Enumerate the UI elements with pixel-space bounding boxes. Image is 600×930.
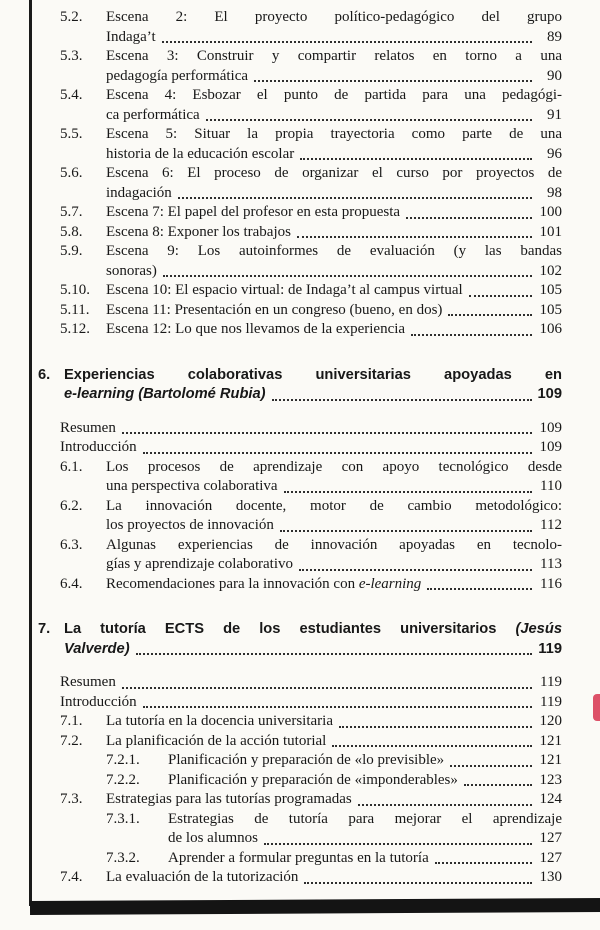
toc-entry-line <box>168 810 562 830</box>
toc-entry-number: 5.11. <box>60 301 90 318</box>
toc-entry <box>60 203 562 223</box>
dot-leader <box>143 706 532 708</box>
toc-entry <box>106 810 562 849</box>
toc-entry <box>60 86 562 125</box>
toc-entry-line-text: Resumen <box>60 419 116 436</box>
toc-entry-line <box>106 868 562 888</box>
italic-text: e-learning (Bartolomé Rubia) <box>64 386 266 402</box>
toc-entry-line <box>106 262 562 282</box>
toc-entry-number: 7.1. <box>60 713 83 729</box>
table-of-contents <box>38 8 562 888</box>
dot-leader <box>427 588 532 590</box>
page-number: 91 <box>547 106 562 123</box>
toc-entry-number: 7.4. <box>60 869 83 885</box>
toc-entry-line-text: una perspectiva colaborativa <box>106 478 278 494</box>
toc-entry <box>60 125 562 164</box>
dot-leader <box>448 314 532 316</box>
toc-entry-line <box>168 771 562 791</box>
toc-entry-line-text: de los alumnos <box>168 830 258 846</box>
toc-entry <box>60 790 562 810</box>
toc-entry-number: 5.12. <box>60 321 90 337</box>
dot-leader <box>299 569 532 571</box>
toc-entry-number: 6.2. <box>60 497 83 514</box>
toc-entry-line <box>106 47 562 67</box>
toc-entry <box>60 438 562 458</box>
toc-entry-line <box>106 732 562 752</box>
toc-entry <box>60 301 562 321</box>
toc-entry-line-text: Escena 3: Construir y compartir relatos en torno a una <box>106 48 562 64</box>
italic-text: e-learning <box>358 575 422 592</box>
toc-entry-text <box>60 419 562 439</box>
page-number: 90 <box>547 67 562 84</box>
page-number: 102 <box>539 262 562 279</box>
page-number: 109 <box>537 386 562 402</box>
toc-entry-text <box>64 620 562 659</box>
toc-entry-line-text: Los procesos de aprendizaje con apoyo tecnológico desde <box>106 458 562 475</box>
toc-entry <box>60 223 562 243</box>
toc-entry-text <box>106 732 562 752</box>
toc-entry-line <box>106 145 562 165</box>
toc-entry-text <box>106 575 562 595</box>
toc-entry-line <box>106 458 562 478</box>
toc-entry-line <box>106 8 562 28</box>
toc-entry <box>60 458 562 497</box>
toc-entry-text <box>168 751 562 771</box>
toc-entry-text <box>106 281 562 301</box>
dot-leader <box>339 726 532 728</box>
toc-entry-line <box>168 829 562 849</box>
toc-entry-number: 6.4. <box>60 575 83 592</box>
toc-entry-line-text: pedagogía performática <box>106 67 249 84</box>
toc-entry-line <box>106 712 562 732</box>
page-number: 113 <box>540 556 562 572</box>
toc-entry <box>60 497 562 536</box>
page-number: 119 <box>540 674 562 690</box>
toc-entry-line-text <box>106 575 421 595</box>
toc-entry-text <box>60 693 562 713</box>
toc-entry <box>60 47 562 86</box>
toc-entry-text <box>106 301 562 321</box>
page-number: 119 <box>540 693 562 710</box>
toc-entry-line-text <box>64 621 562 637</box>
toc-entry-line <box>106 28 562 48</box>
page-number: 121 <box>539 732 562 749</box>
toc-entry-text <box>168 849 562 869</box>
dot-leader <box>178 197 532 199</box>
red-ink-mark <box>593 694 600 721</box>
toc-entry-line <box>64 620 562 640</box>
toc-entry-line <box>168 751 562 771</box>
toc-entry-text <box>106 712 562 732</box>
toc-entry-number: 7.2.1. <box>106 752 140 768</box>
toc-entry-number: 5.5. <box>60 126 83 142</box>
toc-entry-line-text: Experiencias colaborativas universitarias apoyadas en <box>64 366 562 383</box>
dot-leader <box>358 804 532 806</box>
toc-entry-line <box>60 419 562 439</box>
dot-leader <box>254 80 532 82</box>
toc-entry-text <box>168 771 562 791</box>
toc-entry-line-text: Escena 7: El papel del profesor en esta propuesta <box>106 204 401 220</box>
toc-entry-line <box>106 242 562 262</box>
toc-entry <box>106 771 562 791</box>
toc-entry <box>106 849 562 869</box>
toc-entry-line <box>106 106 562 126</box>
toc-entry-line <box>60 693 562 713</box>
toc-entry-line <box>106 320 562 340</box>
toc-entry-line <box>106 184 562 204</box>
toc-entry-line <box>106 790 562 810</box>
toc-entry-line <box>106 125 562 145</box>
toc-entry-number: 7. <box>38 621 51 637</box>
toc-entry <box>60 242 562 281</box>
toc-entry-number: 7.3.1. <box>106 810 140 827</box>
toc-entry-line <box>106 497 562 517</box>
toc-entry-line-text: La innovación docente, motor de cambio metodológico: <box>106 497 562 514</box>
dot-leader <box>272 399 532 401</box>
dot-leader <box>136 653 532 655</box>
toc-entry-line <box>106 203 562 223</box>
page-number: 96 <box>547 145 562 162</box>
toc-entry-line-text: Escena 11: Presentación en un congreso (bueno, en dos) <box>106 301 443 318</box>
toc-entry-text <box>64 366 562 405</box>
toc-entry-line-text: Escena 8: Exponer los trabajos <box>106 223 291 240</box>
toc-entry <box>60 8 562 47</box>
toc-entry-text <box>106 497 562 536</box>
toc-entry <box>60 712 562 732</box>
dot-leader <box>304 882 532 884</box>
toc-entry-line <box>106 301 562 321</box>
toc-entry-line-text: historia de la educación escolar <box>106 145 295 162</box>
toc-entry <box>60 164 562 203</box>
toc-entry-line <box>106 86 562 106</box>
toc-entry-text <box>106 790 562 810</box>
toc-entry-line-text: Introducción <box>60 693 137 710</box>
toc-entry-line-text: ca performática <box>106 106 200 123</box>
toc-entry-line <box>60 438 562 458</box>
toc-entry-line-text: Algunas experiencias de innovación apoyadas en tecnolo- <box>106 536 562 553</box>
toc-entry-text <box>106 242 562 281</box>
toc-entry <box>60 868 562 888</box>
toc-entry-number: 6.1. <box>60 458 83 475</box>
page-number: 116 <box>540 575 562 592</box>
toc-entry-number: 7.2. <box>60 732 83 749</box>
toc-entry-line <box>106 516 562 536</box>
toc-entry-line <box>106 67 562 87</box>
toc-entry-text <box>106 320 562 340</box>
toc-entry-number: 5.2. <box>60 9 83 25</box>
toc-entry-line <box>106 575 562 595</box>
toc-entry-line-text: Escena 9: Los autoinformes de evaluación (y las bandas <box>106 243 562 259</box>
toc-entry-line <box>60 673 562 693</box>
page-number: 105 <box>539 301 562 318</box>
dot-leader <box>143 452 532 454</box>
toc-entry-line-text: Escena 5: Situar la propia trayectoria como parte de una <box>106 126 562 142</box>
toc-entry-number: 7.2.2. <box>106 771 140 788</box>
italic-text: Valverde) <box>64 640 130 657</box>
toc-chapter-entry <box>38 620 562 659</box>
scan-border-left <box>29 0 32 906</box>
toc-entry <box>60 536 562 575</box>
toc-entry-line-text: Escena 10: El espacio virtual: de Indaga’t al campus virtual <box>106 282 463 298</box>
toc-entry-line-text: Escena 2: El proyecto político-pedagógico del grupo <box>106 9 562 25</box>
dot-leader <box>284 491 532 493</box>
toc-entry-text <box>106 536 562 575</box>
toc-entry-line <box>64 385 562 405</box>
dot-leader <box>264 843 532 845</box>
page-number: 100 <box>539 204 562 220</box>
page-number: 123 <box>539 771 562 788</box>
toc-entry-line-text: Escena 4: Esbozar el punto de partida para una pedagógi- <box>106 87 562 103</box>
toc-entry <box>60 575 562 595</box>
dot-leader <box>122 432 532 434</box>
dot-leader <box>464 784 532 786</box>
toc-entry-line-text: Introducción <box>60 439 137 455</box>
toc-entry <box>60 732 562 752</box>
toc-entry-line <box>106 536 562 556</box>
toc-entry-line-text: Resumen <box>60 674 116 690</box>
toc-entry-line-text: sonoras) <box>106 262 157 279</box>
toc-entry-text <box>60 673 562 693</box>
dot-leader <box>163 275 532 277</box>
text: La tutoría ECTS de los estudiantes universitarios <box>64 621 516 637</box>
toc-entry <box>60 419 562 439</box>
toc-entry-text <box>106 125 562 164</box>
toc-entry-line <box>106 477 562 497</box>
toc-entry-line-text: Escena 6: El proceso de organizar el curso por proyectos de <box>106 165 562 181</box>
toc-entry-number: 7.3.2. <box>106 849 140 866</box>
page-number: 130 <box>539 869 562 885</box>
page-number: 109 <box>539 419 562 436</box>
toc-entry-number: 6.3. <box>60 536 83 553</box>
toc-chapter-entry <box>38 366 562 405</box>
page-number: 110 <box>540 478 562 494</box>
toc-entry-line-text <box>64 640 130 660</box>
italic-text: (Jesús <box>515 621 562 637</box>
toc-entry-number: 5.3. <box>60 48 83 64</box>
dot-leader <box>435 862 532 864</box>
page-number: 112 <box>540 517 562 533</box>
page-number: 127 <box>539 849 562 866</box>
dot-leader <box>450 765 532 767</box>
toc-entry-number: 5.4. <box>60 87 83 103</box>
page-number: 109 <box>539 439 562 455</box>
toc-entry-line <box>106 281 562 301</box>
dot-leader <box>162 41 532 43</box>
dot-leader <box>297 236 532 238</box>
toc-entry-text <box>106 164 562 203</box>
toc-entry-text <box>60 438 562 458</box>
toc-entry <box>60 281 562 301</box>
toc-entry-line <box>106 555 562 575</box>
page-number: 120 <box>539 713 562 729</box>
page-number: 89 <box>547 28 562 45</box>
dot-leader <box>411 334 532 336</box>
toc-entry-line-text: La tutoría en la docencia universitaria <box>106 713 333 729</box>
toc-entry-line-text: Aprender a formular preguntas en la tutoría <box>168 849 429 866</box>
dot-leader <box>280 530 532 532</box>
toc-entry-line-text: Estrategias de tutoría para mejorar el aprendizaje <box>168 810 562 827</box>
page-number: 127 <box>539 830 562 846</box>
dot-leader <box>300 158 532 160</box>
toc-entry-line-text: Escena 12: Lo que nos llevamos de la experiencia <box>106 321 406 337</box>
toc-entry-line <box>64 640 562 660</box>
toc-entry-line-text: La evaluación de la tutorización <box>106 869 299 885</box>
dot-leader <box>469 295 532 297</box>
toc-entry-line-text: Indaga’t <box>106 28 156 45</box>
page-number: 98 <box>547 184 562 201</box>
toc-entry-text <box>106 86 562 125</box>
toc-entry-number: 6. <box>38 366 51 383</box>
toc-entry <box>60 673 562 693</box>
toc-entry-line-text: Planificación y preparación de «imponderables» <box>168 771 458 788</box>
text: Recomendaciones para la innovación con <box>106 575 359 592</box>
page-number: 106 <box>539 321 562 337</box>
toc-entry-number: 5.10. <box>60 282 90 298</box>
dot-leader <box>332 745 532 747</box>
toc-entry <box>60 693 562 713</box>
toc-entry-line <box>106 223 562 243</box>
toc-entry-line <box>64 366 562 386</box>
toc-entry-number: 5.9. <box>60 243 83 259</box>
dot-leader <box>406 217 532 219</box>
scan-border-bottom <box>30 898 600 915</box>
page-number: 101 <box>539 223 562 240</box>
toc-entry-text <box>106 47 562 86</box>
toc-entry-number: 7.3. <box>60 791 83 807</box>
dot-leader <box>206 119 532 121</box>
toc-entry-line-text: Planificación y preparación de «lo previsible» <box>168 752 445 768</box>
toc-entry-line-text: indagación <box>106 184 172 201</box>
toc-entry-line-text: los proyectos de innovación <box>106 517 274 533</box>
dot-leader <box>122 687 532 689</box>
page-number: 105 <box>539 282 562 298</box>
toc-entry-line-text <box>64 385 266 405</box>
toc-entry-number: 5.8. <box>60 223 83 240</box>
toc-entry-line-text: La planificación de la acción tutorial <box>106 732 327 749</box>
toc-entry-number: 5.6. <box>60 165 83 181</box>
toc-entry-text <box>106 868 562 888</box>
page-number: 119 <box>538 640 562 657</box>
toc-entry-text <box>106 8 562 47</box>
toc-entry <box>60 320 562 340</box>
toc-entry-text <box>106 458 562 497</box>
page-number: 124 <box>539 791 562 807</box>
toc-entry-text <box>168 810 562 849</box>
toc-entry-text <box>106 203 562 223</box>
toc-entry-line-text: gías y aprendizaje colaborativo <box>106 556 294 572</box>
toc-entry <box>106 751 562 771</box>
toc-entry-number: 5.7. <box>60 204 83 220</box>
toc-entry-line <box>168 849 562 869</box>
page-number: 121 <box>539 752 562 768</box>
toc-entry-line <box>106 164 562 184</box>
toc-entry-text <box>106 223 562 243</box>
toc-entry-line-text: Estrategias para las tutorías programadas <box>106 791 352 807</box>
